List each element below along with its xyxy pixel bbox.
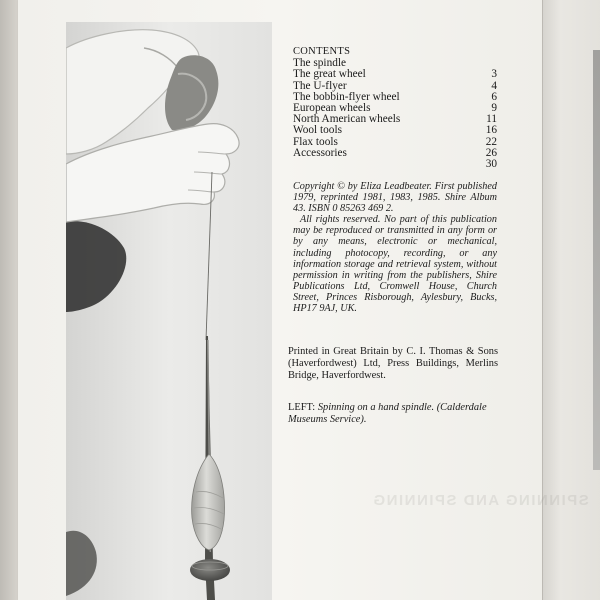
caption-lead: LEFT: — [288, 402, 316, 413]
toc-entry-page: 11 — [486, 113, 497, 126]
toc-entry-title: The spindle — [293, 57, 347, 70]
toc-entry-title: The U-flyer — [293, 79, 347, 92]
left-page-edge — [0, 0, 18, 600]
copyright-notice — [293, 181, 497, 314]
rights-statement: All rights reserved. No part of this publication may be reproduced or transmitted in any form or by any means, electronic or mechanical, including photocopy, recording, or any information storage and retrieval system, without permission in writing from the publishers, Shire Publications Ltd, Cromwell House, Church Street, Princes Risborough, Aylesbury, Bucks, HP17 9AJ, UK. — [293, 214, 497, 315]
show-through-text: SPINNING AND SPINNING — [372, 492, 589, 509]
toc-entry-page: 4 — [491, 79, 497, 92]
toc-entry-title: Accessories — [293, 146, 347, 159]
printer-imprint: Printed in Great Britain by C. I. Thomas & Sons (Haverfordwest) Ltd, Press Buildings, Merlins Bridge, Haverfordwest. — [288, 346, 498, 381]
toc-entry-title: The great wheel — [293, 68, 366, 81]
toc-entry-title: North American wheels — [293, 113, 401, 126]
toc-entry-title: Wool tools — [293, 124, 342, 137]
toc-entry-page: 9 — [491, 101, 497, 114]
toc-entry-page: 26 — [485, 146, 497, 159]
photo-caption — [288, 402, 503, 426]
toc-entry-title: European wheels — [293, 101, 371, 114]
toc-entry-title: The bobbin-flyer wheel — [293, 90, 400, 103]
contents-heading: CONTENTS — [293, 46, 351, 57]
caption-text: Spinning on a hand spindle. (Calderdale Museums Service). — [288, 402, 487, 425]
copyright-line: Copyright © by Eliza Leadbeater. First published 1979, reprinted 1981, 1983, 1985. Shire Album 43. ISBN 0 85263 469 2. — [293, 181, 497, 215]
toc-entry-page: 6 — [491, 90, 497, 103]
toc-entry-page: 16 — [485, 124, 497, 137]
page-edge-shadow — [593, 50, 600, 470]
spindle-photograph — [66, 22, 272, 600]
table-of-contents — [293, 46, 497, 170]
toc-entry-page: 3 — [491, 68, 497, 81]
toc-entry-page: 30 — [485, 157, 497, 170]
toc-entry-title: Flax tools — [293, 135, 338, 148]
next-page-edge — [542, 0, 600, 600]
toc-entry-page: 22 — [485, 135, 497, 148]
toc-entry — [293, 146, 497, 170]
